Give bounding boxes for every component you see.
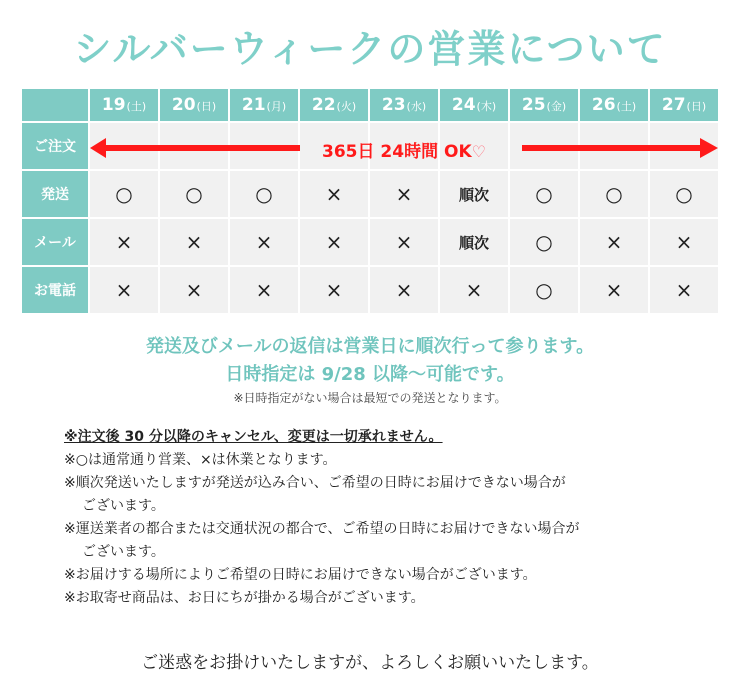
phone-cell: × (160, 267, 228, 313)
note-shipping-delay-cont: ございます。 (82, 498, 165, 514)
order-cell (580, 123, 648, 169)
mail-cell: × (370, 219, 438, 265)
shipping-cell: ○ (90, 171, 158, 217)
note-symbols: ※○は通常通り営業、×は休業となります。 (64, 452, 337, 468)
date-header-row (22, 89, 718, 121)
phone-cell: × (370, 267, 438, 313)
mail-cell: × (230, 219, 298, 265)
shipping-cell: × (370, 171, 438, 217)
order-cell (160, 123, 228, 169)
table-corner (22, 89, 88, 121)
shipping-cell: ○ (510, 171, 578, 217)
phone-cell: ○ (510, 267, 578, 313)
order-cell (300, 123, 368, 169)
note-shipping-delay: ※順次発送いたしますが発送が込み合い、ご希望の日時にお届けできない場合が (64, 475, 566, 491)
mail-cell: 順次 (440, 219, 508, 265)
shipping-cell: 順次 (440, 171, 508, 217)
row-label-mail: メール (22, 219, 88, 265)
day-header: 19(土) (90, 89, 158, 121)
mail-cell: × (160, 219, 228, 265)
row-label-phone: お電話 (22, 267, 88, 313)
phone-cell: × (90, 267, 158, 313)
day-header: 21(月) (230, 89, 298, 121)
notice-date-designation: 日時指定は 9/28 以降〜可能です。 (225, 364, 515, 385)
mail-cell: ○ (510, 219, 578, 265)
order-cell (370, 123, 438, 169)
mail-cell: × (580, 219, 648, 265)
schedule-table (20, 87, 720, 315)
day-header: 27(日) (650, 89, 718, 121)
shipping-cell: ○ (230, 171, 298, 217)
shipping-cell: ○ (160, 171, 228, 217)
heart-icon: ♡ (471, 142, 486, 161)
note-carrier-cont: ございます。 (82, 544, 165, 560)
order-cell (230, 123, 298, 169)
day-header: 26(土) (580, 89, 648, 121)
day-header: 23(水) (370, 89, 438, 121)
shipping-cell: ○ (650, 171, 718, 217)
shipping-cell: × (300, 171, 368, 217)
order-banner-label: 365日 24時間 OK (322, 142, 472, 162)
phone-cell: × (580, 267, 648, 313)
notice-reply: 発送及びメールの返信は営業日に順次行って参ります。 (145, 336, 595, 357)
note-cancellation: ※注文後 30 分以降のキャンセル、変更は一切承れません。 (64, 429, 443, 445)
mail-cell: × (90, 219, 158, 265)
mail-cell: × (650, 219, 718, 265)
mail-cell: × (300, 219, 368, 265)
order-cell (650, 123, 718, 169)
shipping-cell: ○ (580, 171, 648, 217)
mail-row (22, 219, 718, 265)
page-title: シルバーウィークの営業について (73, 27, 667, 71)
order-cell (90, 123, 158, 169)
notice-fastest-shipping: ※日時指定がない場合は最短での発送となります。 (233, 391, 507, 405)
day-header: 25(金) (510, 89, 578, 121)
row-label-order: ご注文 (22, 123, 88, 169)
phone-cell: × (440, 267, 508, 313)
note-backorder: ※お取寄せ商品は、お日にちが掛かる場合がございます。 (64, 590, 425, 606)
row-label-shipping: 発送 (22, 171, 88, 217)
shipping-row (22, 171, 718, 217)
order-cell (440, 123, 508, 169)
phone-row (22, 267, 718, 313)
phone-cell: × (230, 267, 298, 313)
phone-cell: × (300, 267, 368, 313)
order-row (22, 123, 718, 169)
day-header: 24(木) (440, 89, 508, 121)
notes-list (64, 426, 714, 610)
phone-cell: × (650, 267, 718, 313)
note-carrier: ※運送業者の都合または交通状況の都合で、ご希望の日時にお届けできない場合が (64, 521, 580, 537)
note-location: ※お届けする場所によりご希望の日時にお届けできない場合がございます。 (64, 567, 537, 583)
day-header: 20(日) (160, 89, 228, 121)
day-header: 22(火) (300, 89, 368, 121)
order-cell (510, 123, 578, 169)
closing-message: ご迷惑をお掛けいたしますが、よろしくお願いいたします。 (141, 653, 599, 673)
